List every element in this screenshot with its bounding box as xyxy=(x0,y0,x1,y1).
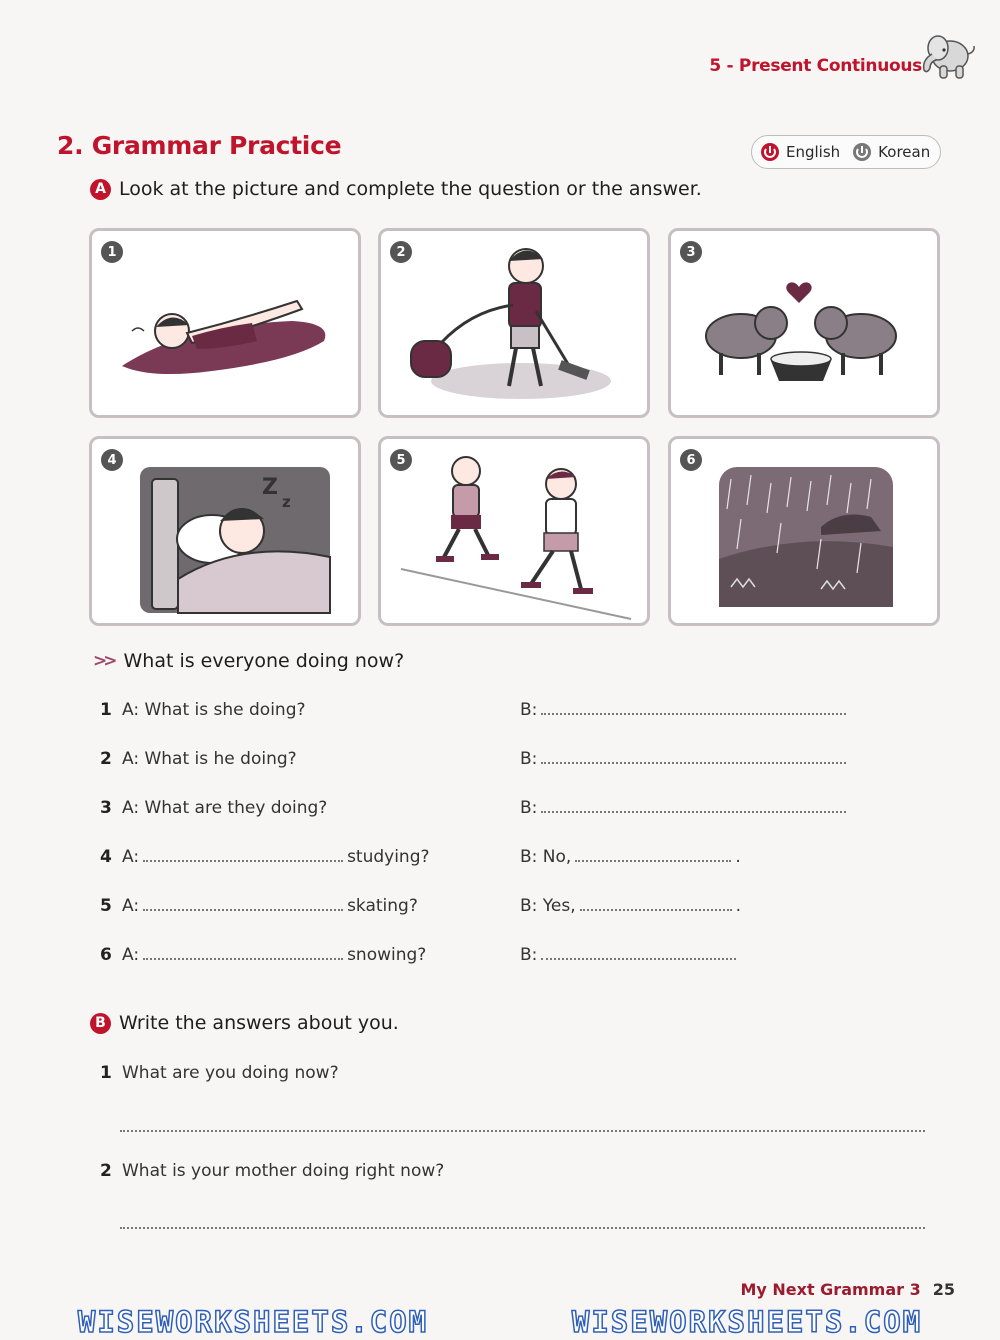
question-row xyxy=(100,798,327,818)
part-b-answer-line-1[interactable] xyxy=(120,1130,925,1132)
book-title: My Next Grammar 3 xyxy=(740,1280,921,1299)
part-b-instruction xyxy=(90,1012,399,1034)
part-a-instruction-text: Look at the picture and complete the question or the answer. xyxy=(119,178,702,200)
svg-text:Z: Z xyxy=(262,475,278,500)
answer-blank[interactable] xyxy=(541,958,736,960)
subheading-text: What is everyone doing now? xyxy=(123,650,405,672)
answer-b-label: B: xyxy=(520,700,538,720)
part-b-instruction-text: Write the answers about you. xyxy=(119,1012,399,1034)
picture-number: 3 xyxy=(680,241,702,263)
answer-blank[interactable] xyxy=(541,713,846,715)
question-number: 2 xyxy=(100,749,112,769)
section-title: 2. Grammar Practice xyxy=(57,131,342,160)
vacuuming-boy-icon xyxy=(381,231,647,415)
play-icon xyxy=(760,142,780,162)
question-a: A: What are they doing? xyxy=(122,798,328,818)
english-label: English xyxy=(786,143,841,161)
watermark-text: WISEWORKSHEETS.COM xyxy=(77,1305,429,1339)
answer-b-label: B: xyxy=(520,945,538,965)
question-a: A: xyxy=(122,896,140,916)
question-a: A: What is he doing? xyxy=(122,749,297,769)
picture-1 xyxy=(89,228,361,418)
answer-blank[interactable] xyxy=(580,909,732,911)
answer-blank[interactable] xyxy=(541,811,846,813)
svg-text:z: z xyxy=(282,493,291,511)
question-row xyxy=(100,896,418,916)
english-audio-button[interactable] xyxy=(760,142,840,162)
answer-blank[interactable] xyxy=(541,762,846,764)
elephant-mascot-icon xyxy=(918,24,978,86)
watermark-banner xyxy=(0,1304,1000,1340)
question-number: 6 xyxy=(100,945,112,965)
chapter-title: 5 - Present Continuous xyxy=(709,56,922,76)
question-a-end: studying? xyxy=(347,847,430,867)
picture-number: 6 xyxy=(680,449,702,471)
picture-number: 2 xyxy=(390,241,412,263)
part-b-question-text: What is your mother doing right now? xyxy=(122,1161,445,1181)
picture-3 xyxy=(668,228,940,418)
part-b-question-text: What are you doing now? xyxy=(122,1063,339,1083)
question-number: 1 xyxy=(100,1063,112,1083)
korean-label: Korean xyxy=(878,143,931,161)
answer-row xyxy=(520,749,850,769)
question-blank[interactable] xyxy=(143,909,343,911)
answer-b-end: . xyxy=(735,896,742,916)
question-a-end: snowing? xyxy=(347,945,427,965)
question-row xyxy=(100,847,430,867)
picture-4 xyxy=(89,436,361,626)
answer-b-label: B: xyxy=(520,798,538,818)
double-chevron-icon: >> xyxy=(93,651,114,671)
answer-row xyxy=(520,945,740,965)
question-number: 2 xyxy=(100,1161,112,1181)
picture-6 xyxy=(668,436,940,626)
eating-dogs-icon xyxy=(671,231,937,415)
question-number: 4 xyxy=(100,847,112,867)
question-number: 3 xyxy=(100,798,112,818)
question-blank[interactable] xyxy=(143,958,343,960)
question-row xyxy=(100,700,306,720)
watermark-text: WISEWORKSHEETS.COM xyxy=(571,1305,923,1339)
part-b-question-row xyxy=(100,1063,339,1083)
picture-number: 4 xyxy=(101,449,123,471)
question-row xyxy=(100,749,297,769)
answer-b-label: B: xyxy=(520,749,538,769)
question-a: A: What is she doing? xyxy=(122,700,306,720)
answer-b-label: B: Yes, xyxy=(520,896,576,916)
question-blank[interactable] xyxy=(143,860,343,862)
question-a: A: xyxy=(122,945,140,965)
swimming-girl-icon xyxy=(92,231,358,415)
answer-row xyxy=(520,700,850,720)
picture-2 xyxy=(378,228,650,418)
answer-b-end: . xyxy=(735,847,741,867)
answer-blank[interactable] xyxy=(575,860,731,862)
audio-language-toggle xyxy=(751,135,941,169)
korean-audio-button[interactable] xyxy=(852,142,930,162)
picture-number: 1 xyxy=(101,241,123,263)
picture-5 xyxy=(378,436,650,626)
page-number: 25 xyxy=(932,1280,955,1299)
question-a: A: xyxy=(122,847,140,867)
part-a-subheading xyxy=(93,650,404,672)
question-a-end: skating? xyxy=(347,896,418,916)
answer-row xyxy=(520,896,741,916)
question-number: 1 xyxy=(100,700,112,720)
answer-b-label: B: No, xyxy=(520,847,572,867)
play-icon xyxy=(852,142,872,162)
picture-number: 5 xyxy=(390,449,412,471)
page-footer xyxy=(740,1280,955,1299)
skating-kids-icon xyxy=(381,439,647,623)
part-a-instruction xyxy=(90,178,702,200)
part-a-badge: A xyxy=(90,179,111,200)
question-row xyxy=(100,945,426,965)
part-b-badge: B xyxy=(90,1013,111,1034)
answer-row xyxy=(520,847,741,867)
sleeping-boy-icon xyxy=(92,439,358,623)
question-number: 5 xyxy=(100,896,112,916)
part-b-question-row xyxy=(100,1161,444,1181)
part-b-answer-line-2[interactable] xyxy=(120,1227,925,1229)
answer-row xyxy=(520,798,850,818)
raining-scene-icon xyxy=(671,439,937,623)
